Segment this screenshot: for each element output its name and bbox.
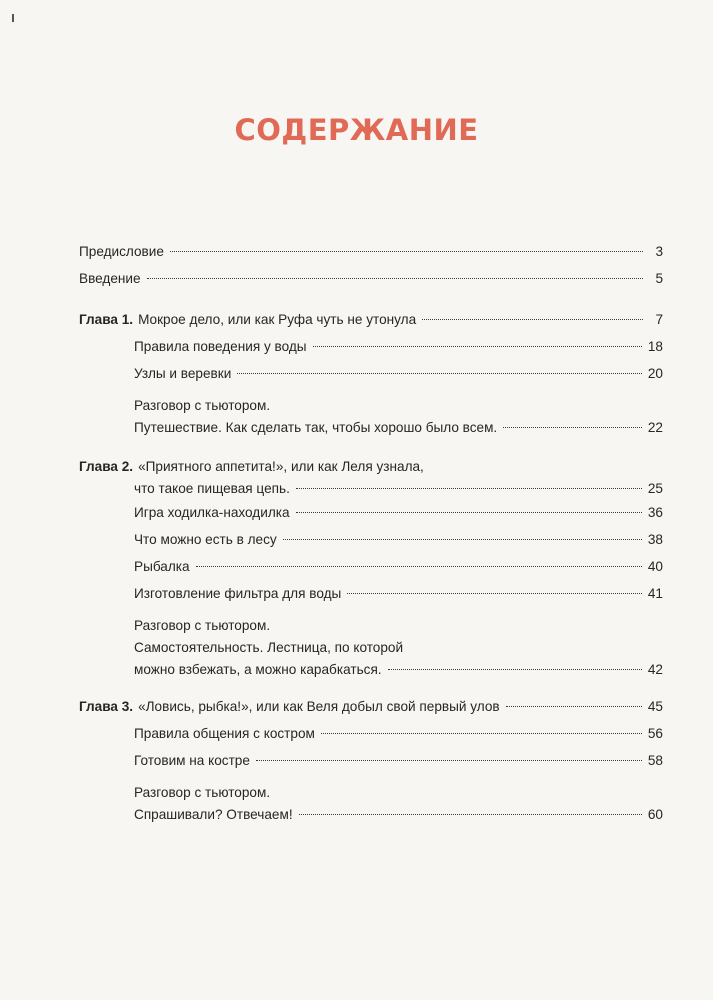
toc-subentry[interactable]: [79, 753, 663, 780]
toc-entry-page: 38: [647, 532, 663, 547]
leader-dots: [256, 760, 642, 761]
table-of-contents: [79, 244, 663, 826]
leader-dots: [296, 512, 642, 513]
toc-entry-label-line: Разговор с тьютором.: [134, 618, 271, 633]
toc-entry-page: 58: [647, 753, 663, 768]
toc-entry-page: 60: [647, 807, 663, 822]
chapter-number: Глава 3.: [79, 699, 134, 714]
toc-entry-page: 22: [647, 420, 663, 435]
leader-dots: [170, 251, 643, 252]
toc-entry-page: 45: [647, 699, 663, 714]
leader-dots: [321, 733, 642, 734]
toc-entry-preface[interactable]: [79, 244, 663, 271]
toc-entry-label: Введение: [79, 271, 141, 286]
leader-dots: [299, 814, 642, 815]
toc-subentry-tutor-talk[interactable]: [79, 782, 663, 826]
leader-dots: [196, 566, 642, 567]
leader-dots: [388, 669, 642, 670]
toc-entry-label: Что можно есть в лесу: [134, 532, 277, 547]
toc-entry-page: 7: [655, 312, 663, 327]
toc-chapter-1[interactable]: [79, 312, 663, 339]
leader-dots: [237, 373, 642, 374]
toc-subentry[interactable]: [79, 505, 663, 532]
leader-dots: [503, 427, 642, 428]
toc-entry-page: 20: [647, 366, 663, 381]
toc-entry-label-line: Разговор с тьютором.: [134, 785, 271, 800]
toc-subentry[interactable]: [79, 559, 663, 586]
toc-subentry[interactable]: [79, 339, 663, 366]
chapter-title: «Ловись, рыбка!», или как Веля добыл свой первый улов: [138, 699, 500, 714]
toc-subentry[interactable]: [79, 586, 663, 613]
toc-entry-page: 3: [655, 244, 663, 259]
toc-entry-label-line: Путешествие. Как сделать так, чтобы хорошо было всем.: [134, 420, 498, 435]
toc-entry-page: 25: [647, 481, 663, 496]
chapter-number: Глава 1.: [79, 312, 134, 327]
toc-entry-page: 42: [647, 662, 663, 677]
toc-entry-page: 41: [647, 586, 663, 601]
leader-dots: [313, 346, 642, 347]
leader-dots: [147, 278, 643, 279]
toc-subentry-tutor-talk[interactable]: [79, 615, 663, 681]
toc-entry-label: Узлы и веревки: [134, 366, 232, 381]
toc-entry-label: Игра ходилка-находилка: [134, 505, 290, 520]
toc-entry-label: Рыбалка: [134, 559, 190, 574]
toc-chapter-3[interactable]: [79, 699, 663, 726]
page-title: СОДЕРЖАНИЕ: [234, 113, 479, 147]
toc-entry-label-line: Самостоятельность. Лестница, по которой: [134, 640, 404, 655]
toc-entry-label-line: Спрашивали? Отвечаем!: [134, 807, 293, 822]
leader-dots: [296, 488, 642, 489]
toc-entry-page: 36: [647, 505, 663, 520]
page-edge-mark: [12, 14, 14, 22]
leader-dots: [422, 319, 643, 320]
toc-subentry[interactable]: [79, 532, 663, 559]
toc-entry-label: Правила общения с костром: [134, 726, 315, 741]
toc-entry-page: 56: [647, 726, 663, 741]
toc-entry-label: Готовим на костре: [134, 753, 250, 768]
toc-entry-label-line: можно взбежать, а можно карабкаться.: [134, 662, 382, 677]
leader-dots: [347, 593, 642, 594]
toc-subentry[interactable]: [79, 366, 663, 393]
leader-dots: [283, 539, 642, 540]
chapter-title: «Приятного аппетита!», или как Леля узнала,: [138, 459, 424, 474]
toc-entry-page: 18: [647, 339, 663, 354]
toc-entry-page: 40: [647, 559, 663, 574]
chapter-number: Глава 2.: [79, 459, 134, 474]
toc-entry-intro[interactable]: [79, 271, 663, 298]
toc-chapter-2[interactable]: [79, 456, 663, 500]
leader-dots: [506, 706, 642, 707]
chapter-title: Мокрое дело, или как Руфа чуть не утонула: [138, 312, 417, 327]
chapter-title-line: что такое пищевая цепь.: [134, 481, 290, 496]
toc-entry-label: Изготовление фильтра для воды: [134, 586, 342, 601]
toc-entry-label-line: Разговор с тьютором.: [134, 398, 271, 413]
toc-entry-page: 5: [655, 271, 663, 286]
toc-entry-label: Правила поведения у воды: [134, 339, 307, 354]
toc-subentry-tutor-talk[interactable]: [79, 395, 663, 439]
toc-entry-label: Предисловие: [79, 244, 164, 259]
toc-subentry[interactable]: [79, 726, 663, 753]
